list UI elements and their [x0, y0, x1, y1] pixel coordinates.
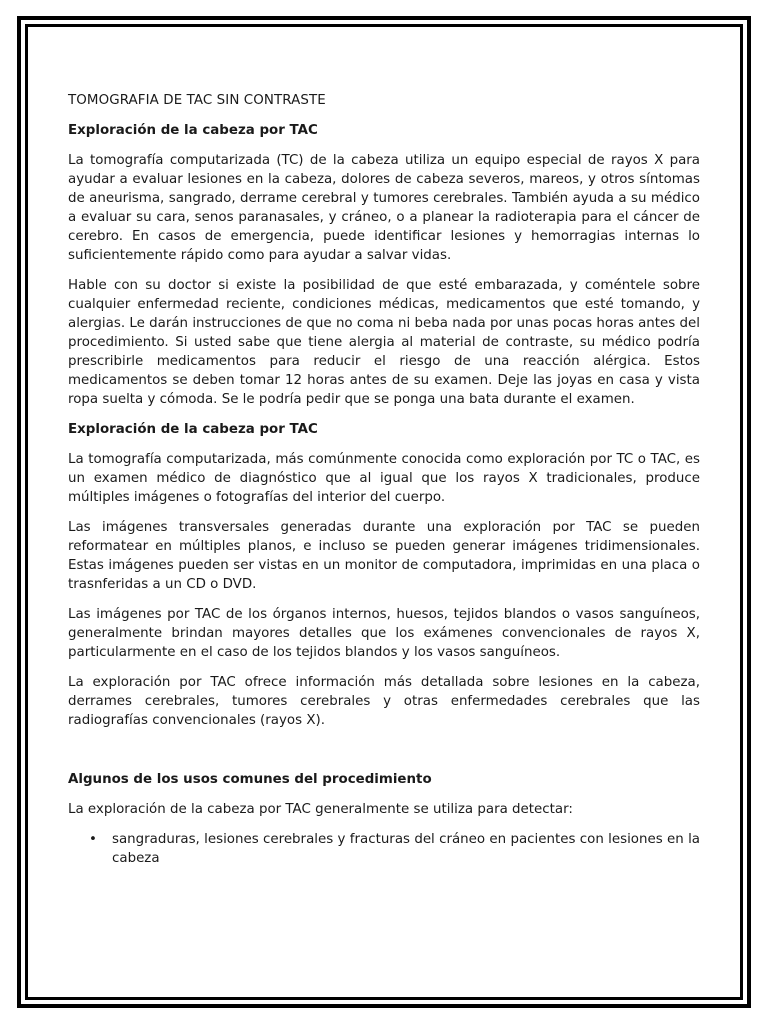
list-item-text: sangraduras, lesiones cerebrales y fracturas del cráneo en pacientes con lesiones en la cabeza: [112, 832, 700, 866]
section-heading-usos-comunes: Algunos de los usos comunes del procedimiento: [68, 772, 432, 787]
bullet-list: [68, 830, 700, 868]
section-heading-exploracion-2: Exploración de la cabeza por TAC: [68, 422, 318, 437]
paragraph: Las imágenes transversales generadas durante una exploración por TAC se pueden reformatear en múltiples planos, e incluso se pueden generar imágenes tridimensionales. Estas imágenes pueden ser vistas en un monitor de computadora, imprimidas en una placa o trasnferidas a un CD o DVD.: [68, 520, 700, 592]
paragraph: La exploración por TAC ofrece información más detallada sobre lesiones en la cabeza, derrames cerebrales, tumores cerebrales y otras enfermedades cerebrales que las radiografías convencionales (rayos X).: [68, 675, 700, 728]
paragraph: La tomografía computarizada, más comúnmente conocida como exploración por TC o TAC, es un examen médico de diagnóstico que al igual que los rayos X tradicionales, produce múltiples imágenes o fotografías del interior del cuerpo.: [68, 452, 700, 505]
spacer: [68, 741, 700, 770]
paragraph: Hable con su doctor si existe la posibilidad de que esté embarazada, y coméntele sobre cualquier enfermedad reciente, condiciones médicas, medicamentos que esté tomando, y alergias. Le darán instrucciones de que no coma ni beba nada por unas pocas horas antes del procedimiento. Si usted sabe que tiene alergia al material de contraste, su médico podría prescribirle medicamentos para reducir el riesgo de una reacción alérgica. Estos medicamentos se deben tomar 12 horas antes de su examen. Deje las joyas en casa y vista ropa suelta y cómoda. Se le podría pedir que se ponga una bata durante el examen.: [68, 278, 700, 407]
document-title: TOMOGRAFIA DE TAC SIN CONTRASTE: [68, 93, 326, 108]
document-body: [68, 91, 700, 868]
bullet-icon: •: [89, 832, 97, 847]
section-heading-exploracion-1: Exploración de la cabeza por TAC: [68, 123, 318, 138]
list-item: [89, 830, 700, 868]
paragraph: Las imágenes por TAC de los órganos internos, huesos, tejidos blandos o vasos sanguíneos, generalmente brindan mayores detalles que los exámenes convencionales de rayos X, particularmente en el caso de los tejidos blandos y los vasos sanguíneos.: [68, 607, 700, 660]
paragraph: La tomografía computarizada (TC) de la cabeza utiliza un equipo especial de rayos X para ayudar a evaluar lesiones en la cabeza, dolores de cabeza severos, mareos, y otros síntomas de aneurisma, sangrado, derrame cerebral y tumores cerebrales. También ayuda a su médico a evaluar su cara, senos paranasales, y cráneo, o a planear la radioterapia para el cáncer de cerebro. En casos de emergencia, puede identificar lesiones y hemorragias internas lo suficientemente rápido como para ayudar a salvar vidas.: [68, 153, 700, 263]
paragraph: La exploración de la cabeza por TAC generalmente se utiliza para detectar:: [68, 802, 573, 817]
